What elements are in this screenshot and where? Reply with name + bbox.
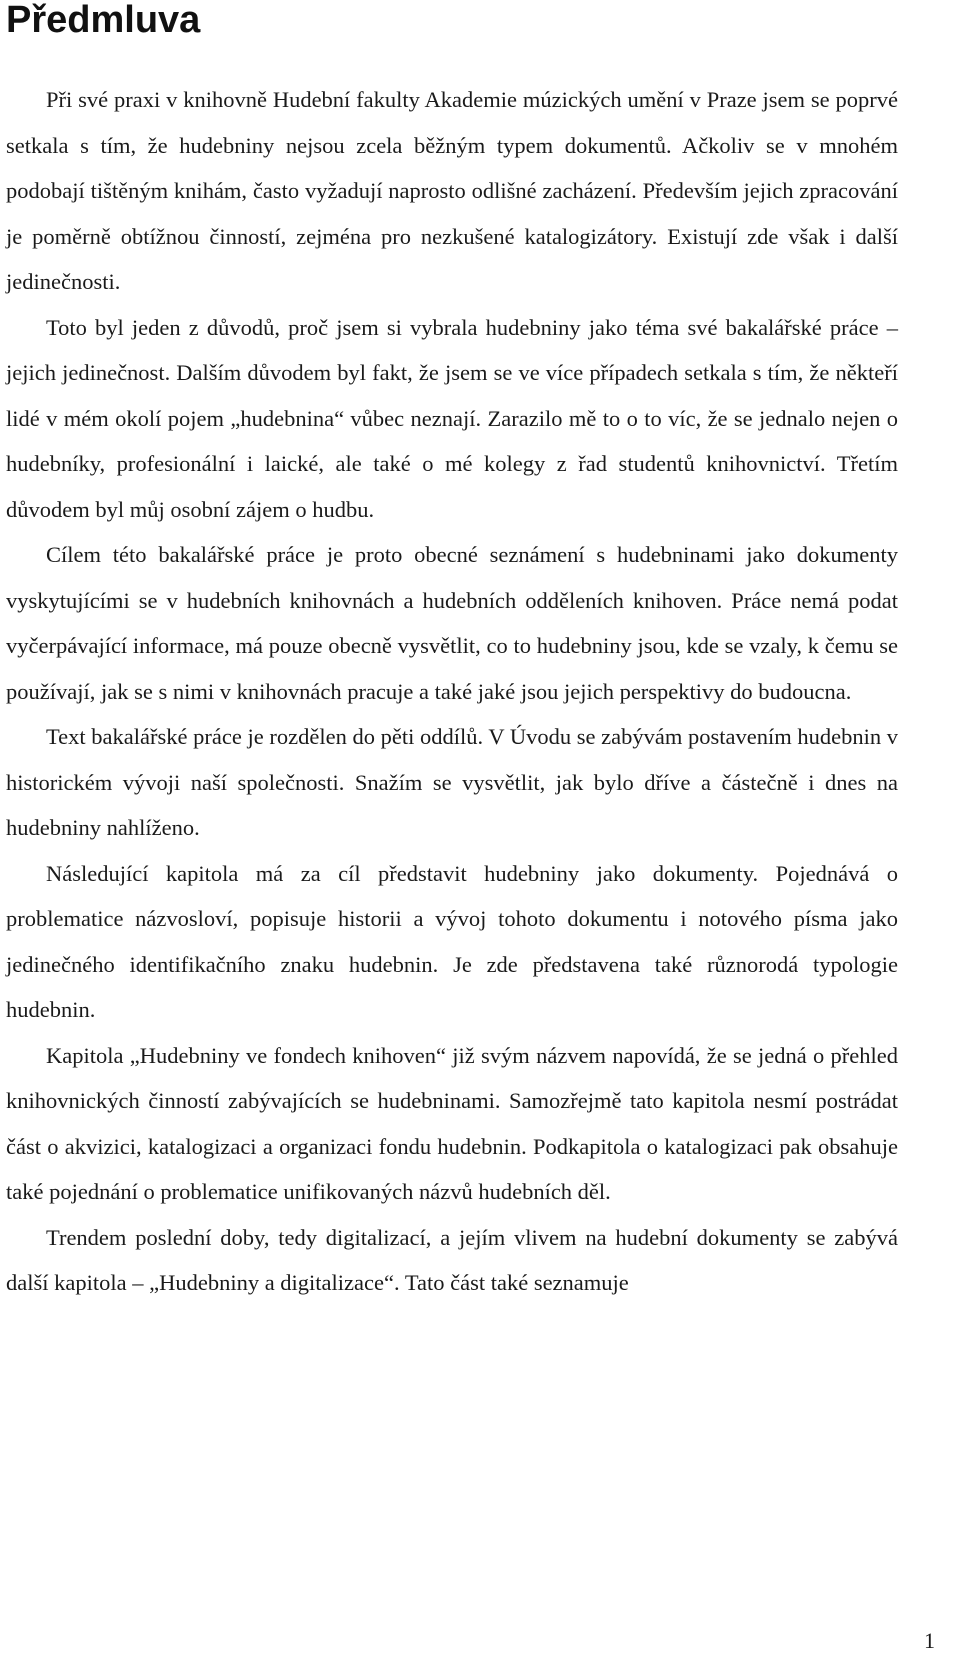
paragraph: Cílem této bakalářské práce je proto obecné seznámení s hudebninami jako dokumenty vyskytujícími se v hudebních knihovnách a hudebních odděleních knihoven. Práce nemá podat vyčerpávající informace, má pouze obecně vysvětlit, co to hudebniny jsou, kde se vzaly, k čemu se používají, jak se s nimi v knihovnách pracuje a také jaké jsou jejich perspektivy do budoucna.: [6, 542, 898, 704]
paragraph: Při své praxi v knihovně Hudební fakulty Akademie múzických umění v Praze jsem se poprvé setkala s tím, že hudebniny nejsou zcela běžným typem dokumentů. Ačkoliv se v mnohém podobají tištěným knihám, často vyžadují naprosto odlišné zacházení. Především jejich zpracování je poměrně obtížnou činností, zejména pro nezkušené katalogizátory. Existují zde však i další jedinečnosti.: [6, 87, 898, 294]
paragraph: Kapitola „Hudebniny ve fondech knihoven“ již svým názvem napovídá, že se jedná o přehled knihovnických činností zabývajících se hudebninami. Samozřejmě tato kapitola nesmí postrádat část o akvizici, katalogizaci a organizaci fondu hudebnin. Podkapitola o katalogizaci pak obsahuje také pojednání o problematice unifikovaných názvů hudebních děl.: [6, 1042, 898, 1204]
page-title: Předmluva: [6, 0, 201, 41]
paragraph: Toto byl jeden z důvodů, proč jsem si vybrala hudebniny jako téma své bakalářské práce – jejich jedinečnost. Dalším důvodem byl fakt, že jsem se ve více případech setkala s tím, že někteří lidé v mém okolí pojem „hudebnina“ vůbec neznají. Zarazilo mě to o to víc, že se jednalo nejen o hudebníky, profesionální i laické, ale také o mé kolegy z řad studentů knihovnictví. Třetím důvodem byl můj osobní zájem o hudbu.: [6, 314, 898, 522]
paragraph: Text bakalářské práce je rozdělen do pěti oddílů. V Úvodu se zabývám postavením hudebnin v historickém vývoji naší společnosti. Snažím se vysvětlit, jak bylo dříve a částečně i dnes na hudebniny nahlíženo.: [6, 724, 898, 840]
paragraph: Následující kapitola má za cíl představit hudebniny jako dokumenty. Pojednává o problematice názvosloví, popisuje historii a vývoj tohoto dokumentu i notového písma jako jedinečného identifikačního znaku hudebnin. Je zde představena také různorodá typologie hudebnin.: [6, 860, 898, 1022]
document-body: [6, 77, 898, 1306]
page-number: 1: [924, 1628, 935, 1653]
paragraph: Trendem poslední doby, tedy digitalizací, a jejím vlivem na hudební dokumenty se zabývá další kapitola – „Hudebniny a digitalizace“. Tato část také seznamuje: [6, 1224, 898, 1295]
